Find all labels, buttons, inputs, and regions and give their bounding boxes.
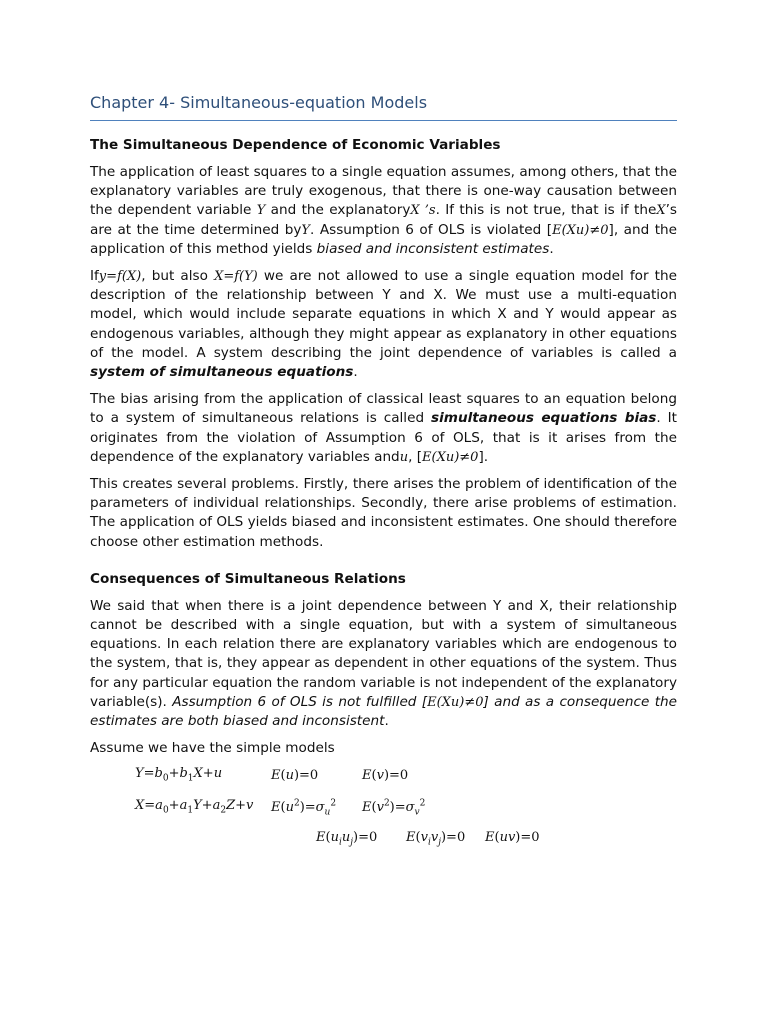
section-heading-simultaneous-dependence: The Simultaneous Dependence of Economic Variables — [90, 137, 501, 153]
chapter-title: Chapter 4- Simultaneous-equation Models — [90, 92, 677, 121]
document-content — [90, 92, 677, 858]
equation-covariance-v: $E(v_iv_j)=0$ — [406, 830, 466, 849]
equation-y: $Y=b_0+b_1X+u$ — [135, 766, 223, 785]
paragraph-joint-dependence: We said that when there is a joint dependence between Y and X, their relationship cannot be described with a single equation, but with a system of simultaneous equations. In each relation there are explanatory variables which are endogenous to the system, that is, they appear as dependent in other equations of the system. Thus for any particular equation the random variable is not independent of the explanatory variable(s). Assumption 6 of OLS is not fulfilled [E(Xu)≠0] and as a consequence the estimates are both biased and inconsistent. — [90, 597, 678, 730]
paragraph-least-squares-assumption: The application of least squares to a single equation assumes, among others, that the explanatory variables are truly exogenous, that there is one-way causation between the dependent variable Y and the explanatoryX ’s. If this is not true, that is if theX’s are at the time determined byY. Assumption 6 of OLS is violated [E(Xu)≠0], and the application of this method yields biased and inconsistent estimates. — [90, 164, 678, 257]
equation-x: $X=a_0+a_1Y+a_2Z+v$ — [135, 798, 254, 817]
paragraph-simultaneous-equations-bias: The bias arising from the application of classical least squares to an equation belong to a system of simultaneous relations is called simultaneous equations bias. It originates from the violation of Assumption 6 of OLS, that is it arises from the dependence of the explanatory variables andu, [E(Xu)≠0]. — [90, 391, 678, 465]
equation-expected-v: E(v)=0 — [362, 768, 409, 784]
paragraph-multi-equation-model: Ify=f(X), but also X=f(Y) we are not allowed to use a single equation model for the description of the relationship between Y and X. We must use a multi-equation model, which would include separate equations in which X and Y would appear as endogenous variables, although they might appear as explanatory in other equations of the model. A system describing the joint dependence of variables is called a system of simultaneous equations. — [90, 268, 677, 381]
equation-covariance-uv: E(uv)=0 — [485, 830, 540, 846]
equation-covariance-u: $E(u_iu_j)=0$ — [316, 830, 378, 849]
equation-variance-u: $E(u^2)=\sigma_u^2$ — [271, 799, 337, 819]
equation-variance-v: $E(v^2)=\sigma_v^2$ — [362, 799, 426, 819]
section-heading-consequences: Consequences of Simultaneous Relations — [90, 570, 406, 587]
paragraph-assume-simple-models: Assume we have the simple models — [90, 740, 335, 757]
paragraph-several-problems: This creates several problems. Firstly, there arises the problem of identification of the parameters of individual relationships. Secondly, there arise problems of estimation. The application of OLS yields biased and inconsistent estimates. One should therefore choose other estimation methods. — [90, 476, 677, 550]
equation-expected-u: E(u)=0 — [271, 768, 319, 784]
model-equations — [90, 758, 677, 858]
